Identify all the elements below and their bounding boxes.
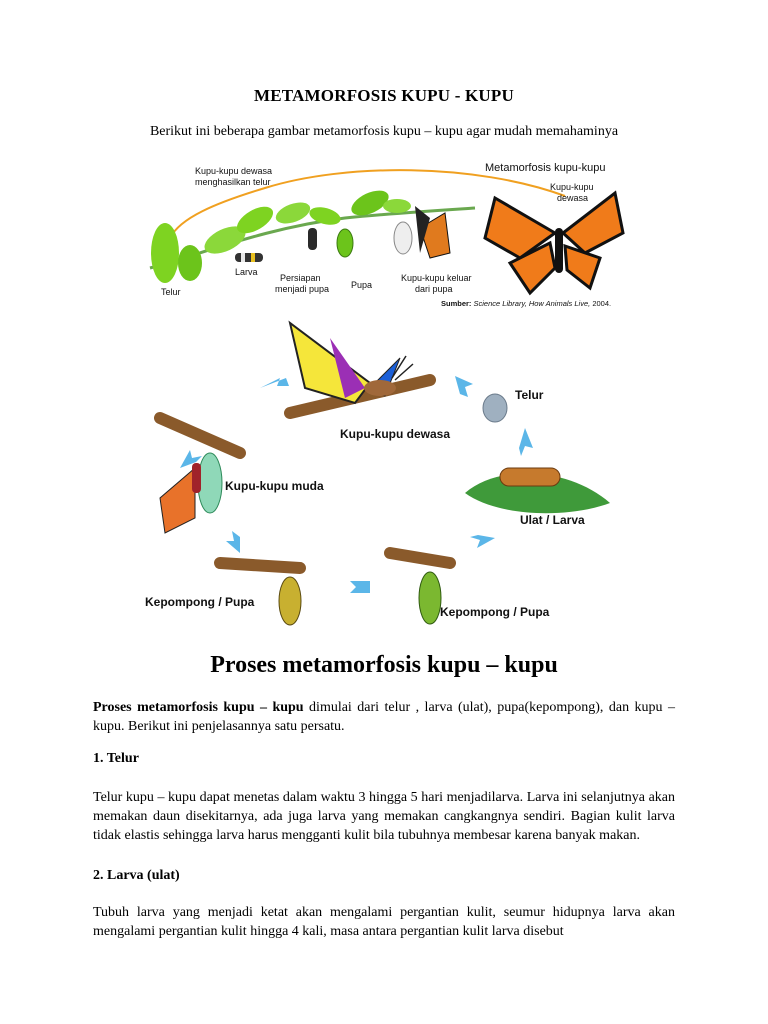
caterpillar-icon <box>500 468 560 486</box>
label-kepompong-right: Kepompong / Pupa <box>440 605 550 619</box>
arrow-icon <box>260 378 289 388</box>
label-larva: Larva <box>235 267 258 277</box>
branch-icon <box>220 563 300 568</box>
intro-text: Berikut ini beberapa gambar metamorfosis kupu – kupu agar mudah memahaminya <box>149 124 619 139</box>
label-telur-cycle: Telur <box>515 388 544 402</box>
svg-text:Kupu-kupu: Kupu-kupu <box>550 182 594 192</box>
figure-siklus-kupu <box>140 318 620 636</box>
paragraph-telur: Telur kupu – kupu dapat menetas dalam waktu 3 hingga 5 hari menjadilarva. Larva ini selanjutnya akan memakan daun disekitarnya, ada juga larva yang memakan cangkangnya sendiri. Bagian kulit larva tidak elastis sehingga larva harus mengganti kulit bila tubuhnya membesar karena banyak makan. <box>93 790 675 843</box>
paragraph-intro: Proses metamorfosis kupu – kupu dimulai dari telur , larva (ulat), pupa(kepompong), dan kupu – kupu. Berikut ini penjelasannya satu persatu. <box>93 700 675 734</box>
pupa-icon <box>337 229 353 257</box>
egg-icon <box>483 394 507 422</box>
pupa-empty-icon <box>198 453 222 513</box>
svg-text:Persiapan: Persiapan <box>280 273 321 283</box>
svg-text:dari pupa: dari pupa <box>415 284 453 294</box>
larva-icon <box>235 253 263 262</box>
paragraph-larva: Tubuh larva yang menjadi ketat akan mengalami pergantian kulit, seumur hidupnya larva akan mengalami pergantian kulit hingga 4 kali, masa antara pergantian kulit larva disebut <box>93 905 675 939</box>
label-ulat: Ulat / Larva <box>520 513 585 527</box>
adult-butterfly-icon <box>290 323 413 403</box>
svg-text:Kupu-kupu keluar: Kupu-kupu keluar <box>401 273 472 283</box>
svg-text:menghasilkan telur: menghasilkan telur <box>195 177 271 187</box>
branch-icon <box>390 553 450 563</box>
leaf-icon <box>178 245 202 281</box>
svg-text:dewasa: dewasa <box>557 193 589 203</box>
heading-telur: 1. Telur <box>93 751 139 766</box>
label-muda: Kupu-kupu muda <box>225 479 324 493</box>
pupa-empty-icon <box>394 222 412 254</box>
label-dewasa-telur: Kupu-kupu dewasa <box>195 166 273 176</box>
section-title: Proses metamorfosis kupu – kupu <box>210 652 558 678</box>
page-title: METAMORFOSIS KUPU - KUPU <box>254 86 514 105</box>
pupa-icon <box>419 572 441 624</box>
arrow-icon <box>226 531 240 553</box>
arrow-icon <box>455 376 473 397</box>
figure-metamorfosis-linear <box>145 158 635 310</box>
label-telur: Telur <box>161 287 181 297</box>
figure1-heading: Metamorfosis kupu-kupu <box>485 162 606 174</box>
figure1-source: Sumber: Science Library, How Animals Live, 2004. <box>441 299 612 308</box>
young-butterfly-icon <box>160 468 195 533</box>
leaf-icon <box>383 199 411 213</box>
caterpillar-icon <box>308 228 317 250</box>
leaf-icon <box>151 223 179 283</box>
monarch-butterfly-icon <box>485 193 623 293</box>
branch-icon <box>160 418 240 453</box>
pupa-icon <box>279 577 301 625</box>
arrow-icon <box>350 581 370 593</box>
label-dewasa: Kupu-kupu dewasa <box>340 427 451 441</box>
svg-text:menjadi pupa: menjadi pupa <box>275 284 330 294</box>
label-pupa: Pupa <box>351 280 373 290</box>
arrow-icon <box>470 535 495 548</box>
arrow-icon <box>519 428 533 456</box>
label-kepompong-left: Kepompong / Pupa <box>145 595 255 609</box>
heading-larva: 2. Larva (ulat) <box>93 868 180 883</box>
